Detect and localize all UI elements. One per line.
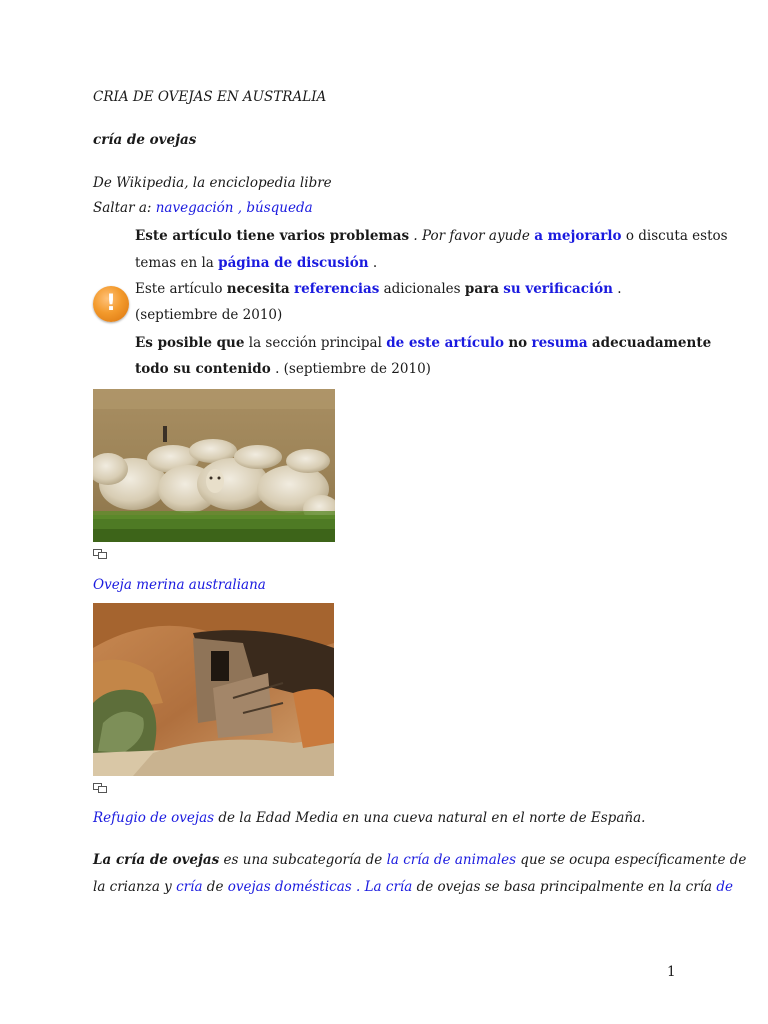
notice-articulo: artículo bbox=[169, 281, 223, 297]
notice-adequately-bold: adecuadamente bbox=[591, 335, 712, 351]
body-text-2d: de ovejas se basa principalmente en la cría bbox=[416, 879, 713, 895]
body-text-2b: de bbox=[206, 879, 224, 895]
caption-merino[interactable]: Oveja merina australiana bbox=[93, 577, 266, 593]
jump-to-line bbox=[93, 199, 313, 217]
body-line-2 bbox=[93, 878, 733, 896]
body-text-1b: que se ocupa específicamente de bbox=[520, 852, 747, 868]
notice-line-5 bbox=[135, 334, 712, 352]
notice-additional: adicionales bbox=[383, 281, 461, 297]
notice-line-2 bbox=[135, 254, 377, 272]
notice-discuss-text: o discuta estos bbox=[625, 228, 728, 244]
page-number: 1 bbox=[667, 964, 676, 980]
sheep-shelter-link[interactable]: Refugio de ovejas bbox=[93, 810, 215, 826]
notice-needs-bold: necesita bbox=[226, 281, 290, 297]
references-link[interactable]: referencias bbox=[293, 281, 380, 297]
navigation-link[interactable]: navegación bbox=[155, 200, 234, 216]
notice-line-6 bbox=[135, 360, 431, 378]
verification-link[interactable]: su verificación bbox=[503, 281, 613, 297]
sheep-breeding-bold: La cría de ovejas bbox=[93, 852, 220, 868]
animal-breeding-link[interactable]: la cría de animales bbox=[386, 852, 516, 868]
notice-period: . bbox=[372, 255, 378, 271]
caption-cave bbox=[93, 809, 645, 827]
notice-este: Este bbox=[135, 281, 166, 297]
breeding-link[interactable]: cría bbox=[176, 879, 203, 895]
this-article-link[interactable]: de este artículo bbox=[386, 335, 505, 351]
summarize-link[interactable]: resuma bbox=[531, 335, 588, 351]
notice-line-3 bbox=[135, 280, 621, 298]
domestic-sheep-link[interactable]: ovejas domésticas bbox=[227, 879, 352, 895]
cave-shelter-photo bbox=[93, 603, 334, 776]
of-link[interactable]: de bbox=[716, 879, 733, 895]
merino-sheep-photo bbox=[93, 389, 335, 542]
notice-topics-text: temas en la bbox=[135, 255, 214, 271]
notice-section-text: la sección principal bbox=[248, 335, 382, 351]
jump-prefix: Saltar a: bbox=[93, 200, 152, 216]
notice-no-bold: no bbox=[508, 335, 528, 351]
body-text-1a: es una subcategoría de bbox=[223, 852, 383, 868]
article-title: cría de ovejas bbox=[93, 132, 197, 148]
notice-end-period: . bbox=[617, 281, 622, 297]
notice-for-bold: para bbox=[464, 281, 499, 297]
enlarge-icon[interactable] bbox=[93, 783, 107, 793]
discussion-page-link[interactable]: página de discusión bbox=[218, 255, 369, 271]
body-text-2a: la crianza y bbox=[93, 879, 172, 895]
notice-all-content-bold: todo su contenido bbox=[135, 361, 271, 377]
jump-separator: , bbox=[237, 200, 243, 216]
body-period: . bbox=[356, 879, 361, 895]
the-breeding-link[interactable]: La cría bbox=[364, 879, 413, 895]
search-link[interactable]: búsqueda bbox=[246, 200, 313, 216]
caption-cave-text: de la Edad Media en una cueva natural en el norte de España. bbox=[218, 810, 646, 826]
notice-possible-bold: Es posible que bbox=[135, 335, 245, 351]
source-line: De Wikipedia, la enciclopedia libre bbox=[93, 175, 332, 191]
enlarge-icon[interactable] bbox=[93, 549, 107, 559]
notice-problems-bold: Este artículo tiene varios problemas bbox=[135, 228, 410, 244]
notice-line-1 bbox=[135, 227, 728, 245]
notice-date-2: . (septiembre de 2010) bbox=[275, 361, 431, 377]
body-line-1 bbox=[93, 851, 747, 869]
notice-help-text: . Por favor ayude bbox=[413, 228, 530, 244]
document-title: CRIA DE OVEJAS EN AUSTRALIA bbox=[93, 89, 327, 105]
notice-date-1: (septiembre de 2010) bbox=[135, 307, 283, 323]
improve-link[interactable]: a mejorarlo bbox=[534, 228, 622, 244]
exclamation-icon: ! bbox=[93, 286, 129, 322]
